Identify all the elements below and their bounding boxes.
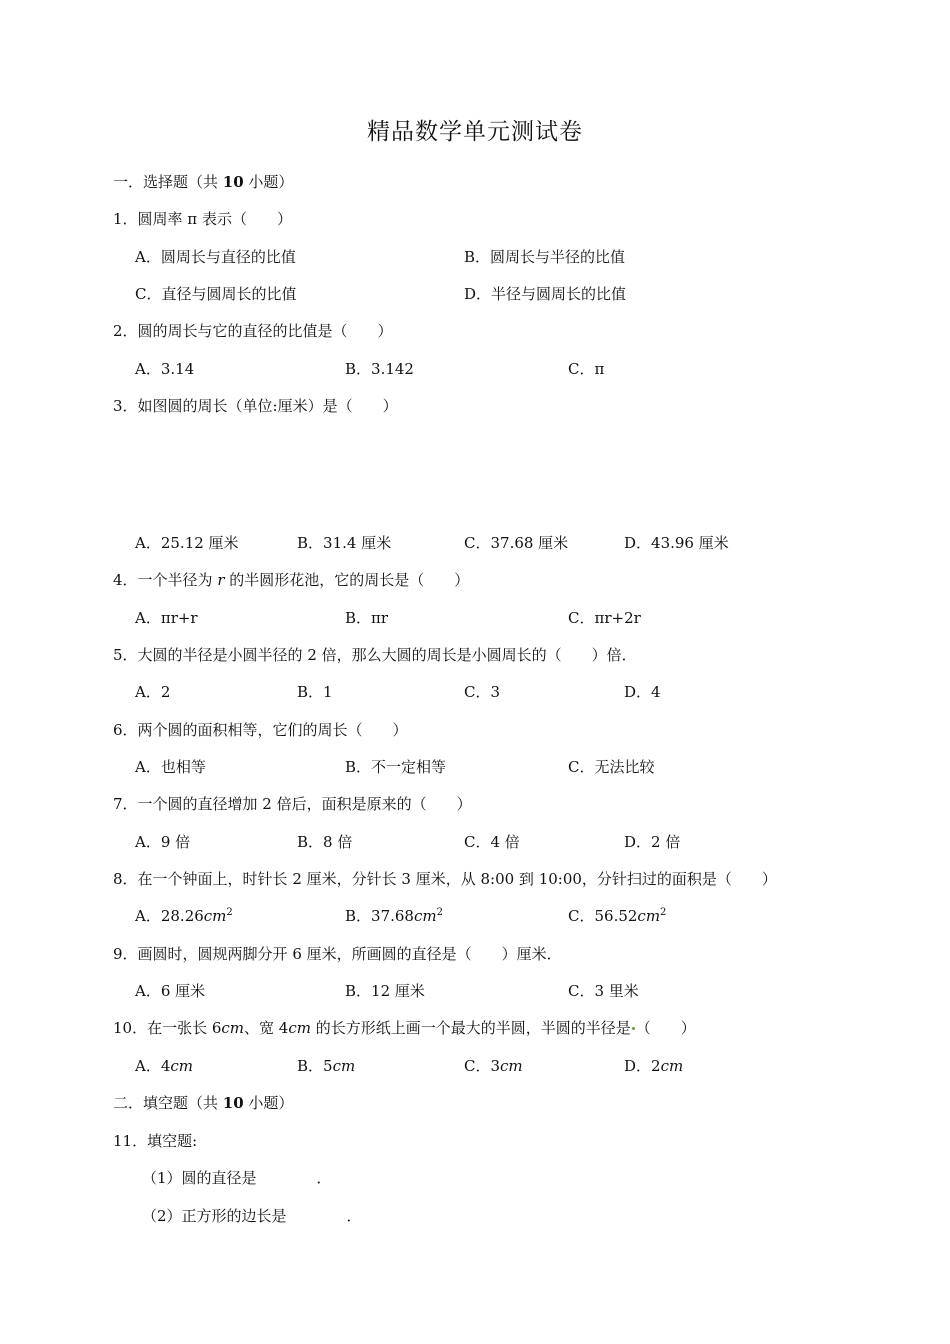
q6-option-a: A．也相等 [135,758,206,776]
section-heading-choice: 一．选择题（共 10 小题） [113,173,294,191]
stray-dot-mark [632,1027,635,1030]
q8-option-b: B．$37.68cm^2$ [345,907,443,925]
question-9: 9．画圆时，圆规两脚分开 6 厘米，所画圆的直径是（ ）厘米． [113,945,562,963]
question-1: 1．圆周率 π 表示（ ） [113,210,292,228]
q11-subquestion-2: （2）正方形的边长是 ． [142,1207,362,1225]
q1-option-d: D．半径与圆周长的比值 [464,285,627,303]
q7-option-b: B．8 倍 [297,833,353,851]
q4-option-a: A．πr+r [135,609,198,627]
question-7: 7．一个圆的直径增加 2 倍后，面积是原来的（ ） [113,795,472,813]
q4-option-b: B．πr [345,609,389,627]
q7-option-c: C．4 倍 [464,833,520,851]
q7-option-d: D．2 倍 [624,833,681,851]
question-4: 4．一个半径为 r 的半圆形花池，它的周长是（ ） [113,571,470,589]
question-10: 10．在一张长 6cm、宽 4cm 的长方形纸上画一个最大的半圆，半圆的半径是 （ ） [113,1019,696,1037]
q10-option-c: C．3cm [464,1057,523,1075]
q9-option-a: A．6 厘米 [135,982,206,1000]
q7-option-a: A．9 倍 [135,833,191,851]
section-heading-fill: 二．填空题（共 10 小题） [113,1094,294,1112]
q4-option-c: C．πr+2r [568,609,641,627]
question-5: 5．大圆的半径是小圆半径的 2 倍，那么大圆的周长是小圆周长的（ ）倍． [113,646,637,664]
q9-option-b: B．12 厘米 [345,982,425,1000]
q8-option-c: C．$56.52cm^2$ [568,907,667,925]
q10-option-d: D．2cm [624,1057,684,1075]
q5-option-b: B．1 [297,683,333,701]
q3-option-c: C．37.68 厘米 [464,534,569,552]
q3-option-b: B．31.4 厘米 [297,534,392,552]
question-2: 2．圆的周长与它的直径的比值是（ ） [113,322,393,340]
q10-option-b: B．5cm [297,1057,356,1075]
q2-option-b: B．3.142 [345,360,414,378]
q9-option-c: C．3 里米 [568,982,639,1000]
q3-option-d: D．43.96 厘米 [624,534,729,552]
q5-option-c: C．3 [464,683,501,701]
q1-option-c: C．直径与圆周长的比值 [135,285,297,303]
q3-option-a: A．25.12 厘米 [135,534,239,552]
question-8: 8．在一个钟面上，时针长 2 厘米，分针长 3 厘米，从 8:00 到 10:00，分针扫过的面积是（ ） [113,870,777,888]
question-6: 6．两个圆的面积相等，它们的周长（ ） [113,721,408,739]
q1-option-b: B．圆周长与半径的比值 [464,248,626,266]
q10-option-a: A．4cm [135,1057,194,1075]
question-11: 11．填空题: [113,1132,198,1150]
q6-option-b: B．不一定相等 [345,758,447,776]
q2-option-a: A．3.14 [135,360,195,378]
q2-option-c: C．π [568,360,605,378]
q6-option-c: C．无法比较 [568,758,655,776]
question-3: 3．如图圆的周长（单位:厘米）是（ ） [113,397,398,415]
q8-option-a: A．$28.26cm^2$ [135,907,233,925]
q1-option-a: A．圆周长与直径的比值 [135,248,296,266]
page-title: 精品数学单元测试卷 [367,119,583,145]
q5-option-a: A．2 [135,683,171,701]
q11-subquestion-1: （1）圆的直径是 ． [142,1169,332,1187]
q5-option-d: D．4 [624,683,661,701]
